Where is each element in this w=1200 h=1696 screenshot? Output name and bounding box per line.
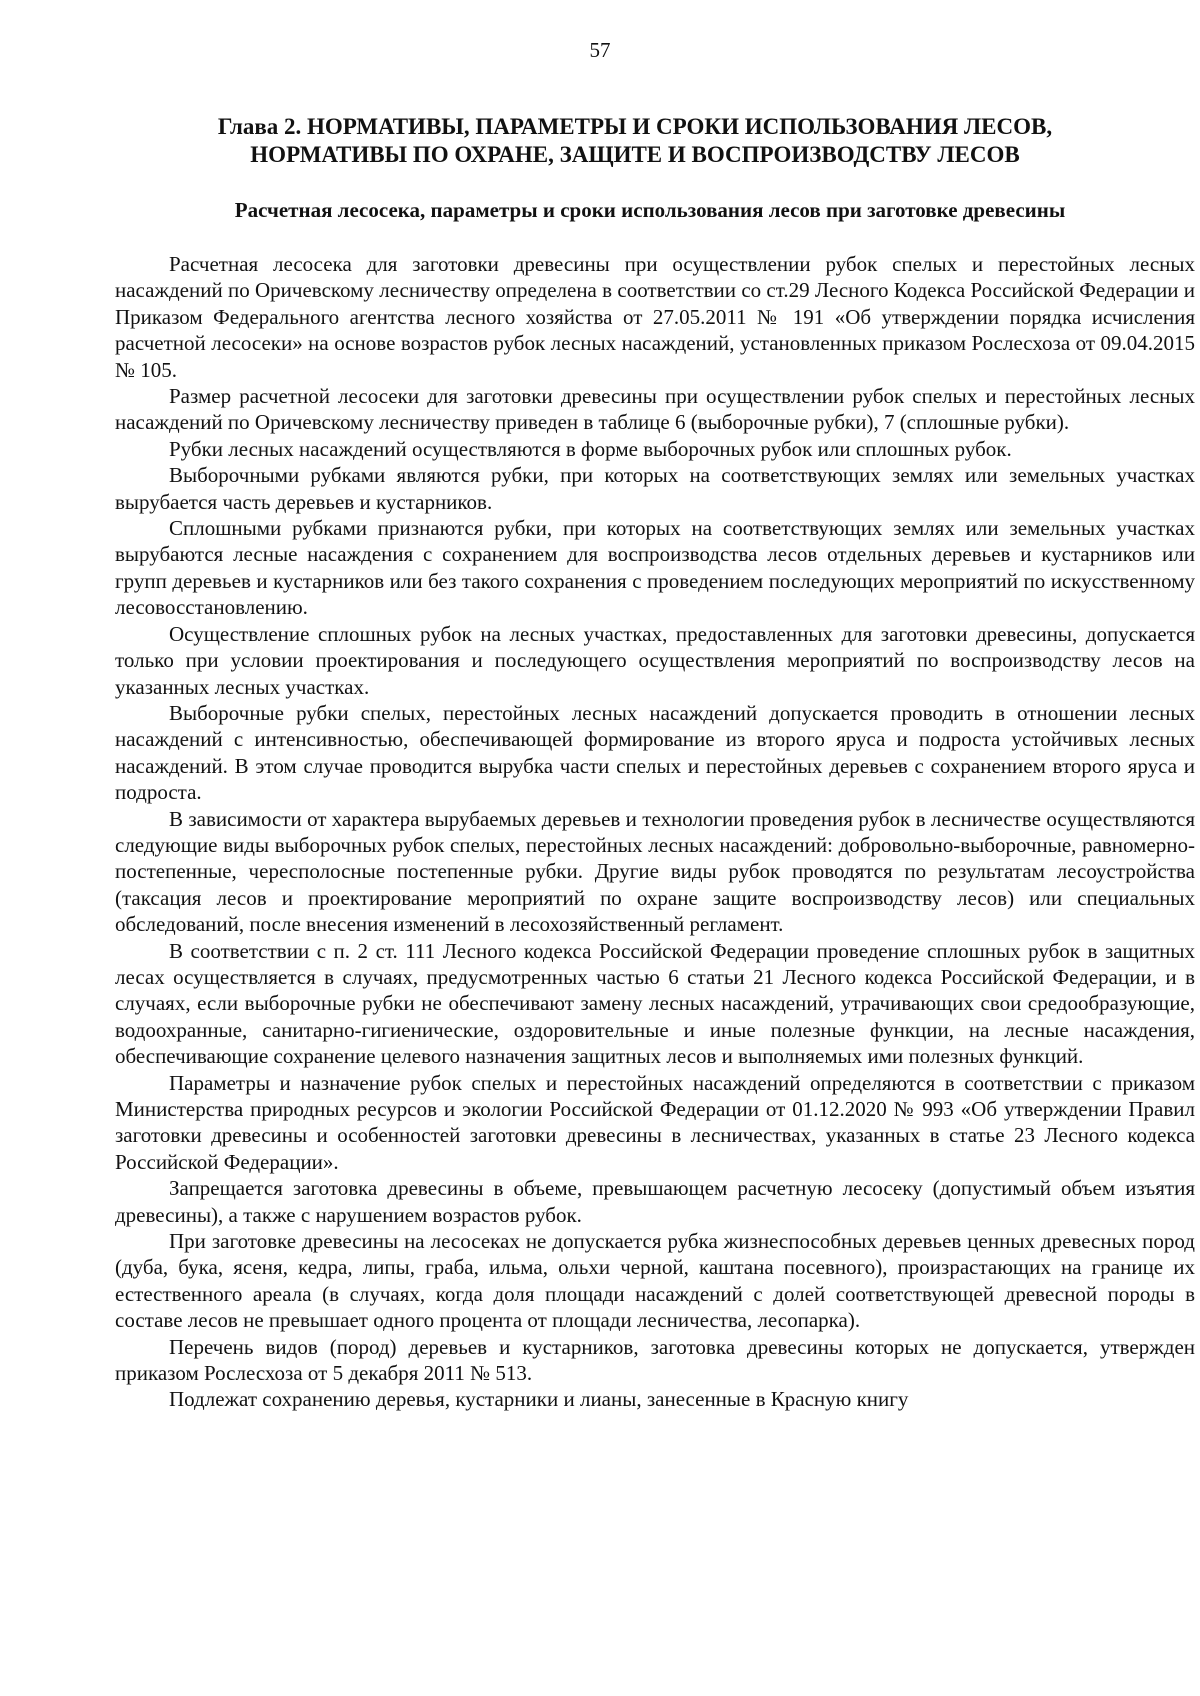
paragraph: Сплошными рубками признаются рубки, при которых на соответствующих землях или земельных участках вырубаются лесные насаждения с сохранением для воспроизводства лесов отдельных деревьев и кустарников или групп деревьев и кустарников или без такого сохранения с проведением последующих мероприятий по искусственному лесовосстановлению.: [115, 516, 1195, 620]
chapter-title-line-1: Глава 2. НОРМАТИВЫ, ПАРАМЕТРЫ И СРОКИ ИСПОЛЬЗОВАНИЯ ЛЕСОВ,: [217, 114, 1053, 139]
paragraph: Запрещается заготовка древесины в объеме, превышающем расчетную лесосеку (допустимый объем изъятия древесины), а также с нарушением возрастов рубок.: [115, 1176, 1195, 1227]
paragraph: Выборочные рубки спелых, перестойных лесных насаждений допускается проводить в отношении лесных насаждений с интенсивностью, обеспечивающей формирование из второго яруса и подроста устойчивых лесных насаждений. В этом случае проводится вырубка части спелых и перестойных деревьев с сохранением второго яруса и подроста.: [115, 700, 1195, 805]
paragraph: При заготовке древесины на лесосеках не допускается рубка жизнеспособных деревьев ценных древесных пород (дуба, бука, ясеня, кедра, липы, граба, ильма, ольхи черной, каштана посевного), произрастающих на границе их естественного ареала (в случаях, когда доля площади насаждений с долей соответствующей древесной породы в составе лесов не превышает одного процента от площади лесничества, лесопарка).: [115, 1229, 1195, 1333]
paragraph: Осуществление сплошных рубок на лесных участках, предоставленных для заготовки древесины, допускается только при условии проектирования и последующего осуществления мероприятий по воспроизводству лесов на указанных лесных участках.: [115, 621, 1195, 699]
body-text: [115, 251, 1195, 1413]
page-number: 57: [589, 38, 611, 62]
paragraph: Подлежат сохранению деревья, кустарники и лианы, занесенные в Красную книгу: [169, 1387, 909, 1412]
chapter-title-line-2: НОРМАТИВЫ ПО ОХРАНЕ, ЗАЩИТЕ И ВОСПРОИЗВОДСТВУ ЛЕСОВ: [250, 142, 1020, 167]
paragraph: Расчетная лесосека для заготовки древесины при осуществлении рубок спелых и перестойных лесных насаждений по Оричевскому лесничеству определена в соответствии со ст.29 Лесного Кодекса Российской Федерации и Приказом Федерального агентства лесного хозяйства от 27.05.2011 № 191 «Об утверждении порядка исчисления расчетной лесосеки» на основе возрастов рубок лесных насаждений, установленных приказом Рослесхоза от 09.04.2015 № 105.: [115, 252, 1195, 382]
paragraph: В зависимости от характера вырубаемых деревьев и технологии проведения рубок в лесничестве осуществляются следующие виды выборочных рубок спелых, перестойных лесных насаждений: добровольно-выборочные, равномерно-постепенные, чересполосные постепенные рубки. Другие виды рубок проводятся по результатам лесоустройства (таксация лесов и проектирование мероприятий по охране защите воспроизводству лесов) или специальных обследований, после внесения изменений в лесохозяйственный регламент.: [115, 806, 1195, 937]
paragraph: Размер расчетной лесосеки для заготовки древесины при осуществлении рубок спелых и перестойных лесных насаждений по Оричевскому лесничеству приведен в таблице 6 (выборочные рубки), 7 (сплошные рубки).: [115, 384, 1195, 435]
section-title: Расчетная лесосека, параметры и сроки использования лесов при заготовке древесины: [234, 198, 1066, 222]
paragraph: В соответствии с п. 2 ст. 111 Лесного кодекса Российской Федерации проведение сплошных рубок в защитных лесах осуществляется в случаях, предусмотренных частью 6 статьи 21 Лесного кодекса Российской Федерации, и в случаях, если выборочные рубки не обеспечивают замену лесных насаждений, утрачивающих свои средообразующие, водоохранные, санитарно-гигиенические, оздоровительные и иные полезные функции, на лесные насаждения, обеспечивающие сохранение целевого назначения защитных лесов и выполняемых ими полезных функций.: [115, 938, 1195, 1069]
paragraph: Параметры и назначение рубок спелых и перестойных насаждений определяются в соответствии с приказом Министерства природных ресурсов и экологии Российской Федерации от 01.12.2020 № 993 «Об утверждении Правил заготовки древесины и особенностей заготовки древесины в лесничествах, указанных в статье 23 Лесного кодекса Российской Федерации».: [115, 1070, 1195, 1174]
chapter-title: [180, 113, 1090, 169]
paragraph: Выборочными рубками являются рубки, при которых на соответствующих землях или земельных участках вырубается часть деревьев и кустарников.: [115, 463, 1195, 514]
paragraph: Перечень видов (пород) деревьев и кустарников, заготовка древесины которых не допускается, утвержден приказом Рослесхоза от 5 декабря 2011 № 513.: [115, 1334, 1195, 1386]
paragraph: Рубки лесных насаждений осуществляются в форме выборочных рубок или сплошных рубок.: [169, 436, 1012, 461]
